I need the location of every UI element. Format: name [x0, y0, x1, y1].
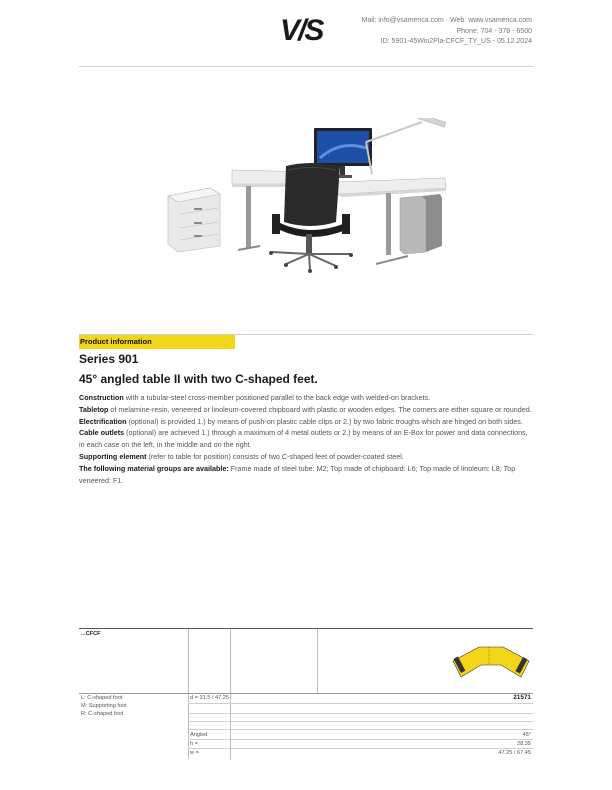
paragraph-construction: Construction with a tubular-steel cross-member positioned parallel to the back edge with welded-on brackets. [79, 393, 431, 402]
paragraph-cable-outlets: Cable outlets (optional) are achieved 1.) through a maximum of 4 metal outlets or 2.) by means of an E-Box for power and data connections, in each case on the left, in the middle and on the right. [79, 428, 528, 450]
contact-phone: Phone: 704 - 378 - 6500 [456, 27, 532, 35]
width-label: w = [190, 750, 199, 756]
header-divider [79, 66, 533, 67]
brand-logo: V/S [280, 14, 323, 47]
desk-lamp [366, 118, 446, 174]
article-number: 21571 [513, 694, 531, 701]
spec-table [79, 628, 533, 759]
depth-label: d = 31.5 / 47.25 [190, 695, 230, 701]
desk [232, 170, 446, 264]
height-label: h = [190, 741, 198, 747]
drawer-pedestal [168, 188, 220, 252]
paragraph-tabletop: Tabletop of melamine-resin, veneered or linoleum-covered chipboard with plastic or wooden edges. The corners are either square or rounded. [79, 404, 532, 414]
legend-right: R: C-shaped foot [81, 711, 124, 717]
legend-left: L: C-shaped foot [81, 695, 123, 701]
contact-block [362, 16, 532, 48]
series-title: Series 901 [79, 352, 139, 366]
table-plan-diagram [451, 635, 531, 687]
product-code: ...CFCF [81, 631, 101, 637]
product-description [79, 392, 535, 486]
product-subtitle: 45° angled table II with two C-shaped feet. [79, 372, 318, 386]
legend-middle: M: Supporting foot [81, 703, 127, 709]
height-value: 28.35 [517, 741, 531, 747]
angle-label: Angled [190, 732, 208, 738]
contact-mail-web: Mail: info@vsamerica.com · Web: www.vsamerica.com [361, 17, 532, 24]
width-value: 47.25 / 67.45 [498, 750, 531, 756]
paragraph-electrification: Electrification (optional) is provided 1.) by means of push-on plastic cable clips or 2.) by two fabric troughs which are hinged on both sides. [79, 416, 523, 426]
paragraph-material-groups: The following material groups are available: Frame made of steel tube: M2; Top made of chipboard: L6; Top made of linoleum: L8; Top veneered: F1. [79, 463, 516, 485]
product-info-badge: Product information [79, 335, 235, 349]
product-image [160, 118, 460, 278]
paragraph-supporting-element: Supporting element (refer to table for position) consists of two C-shaped feet of powder-coated steel. [79, 451, 404, 461]
document-id: ID: 5901-45Win2Pla-CFCF_TY_US - 05.12.2024 [380, 38, 532, 45]
angle-value: 45° [522, 732, 531, 738]
